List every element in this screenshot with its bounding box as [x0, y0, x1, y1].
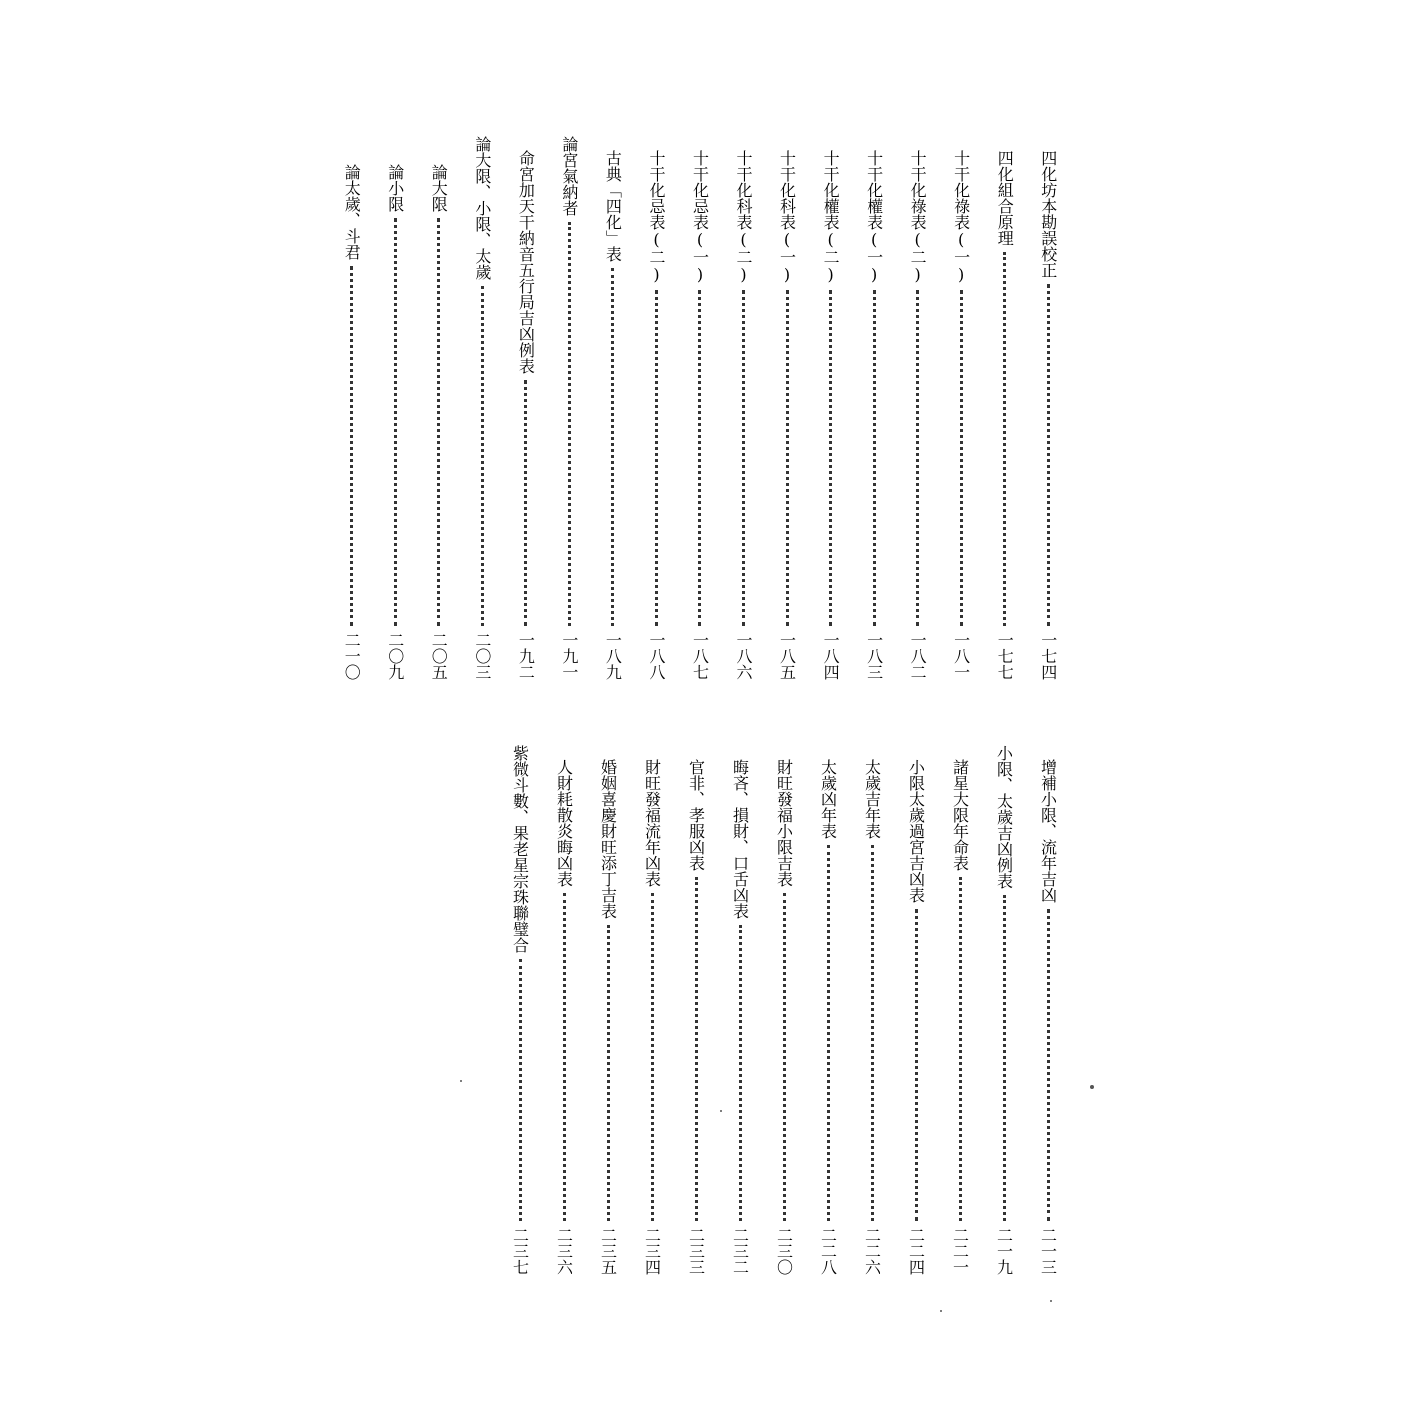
dot-leader — [786, 290, 789, 626]
toc-entry-page: 二三五 — [598, 1227, 618, 1275]
toc-entry-title: 官非、孝服凶表 — [686, 759, 706, 871]
dot-leader — [481, 286, 484, 626]
dot-leader — [695, 877, 698, 1221]
toc-entry — [1026, 150, 1070, 680]
toc-entry — [498, 745, 542, 1275]
dot-leader — [519, 959, 522, 1221]
toc-entry-page: 二三七 — [510, 1227, 530, 1275]
dot-leader — [655, 290, 658, 626]
dot-leader — [437, 218, 440, 626]
toc-entry — [939, 150, 983, 680]
toc-entry-page: 一八七 — [690, 632, 710, 680]
dot-leader — [827, 845, 830, 1221]
toc-entry-title: 小限、太歲吉凶例表 — [994, 745, 1014, 889]
dot-leader — [698, 290, 701, 626]
dot-leader — [1047, 909, 1050, 1221]
toc-entry-title: 十干化科表(一) — [777, 150, 797, 284]
toc-entry-page: 二二一 — [950, 1227, 970, 1275]
toc-entry-title: 十干化祿表(二) — [908, 150, 928, 284]
dot-leader — [959, 877, 962, 1221]
toc-entry — [718, 745, 762, 1275]
toc-entry-title: 十干化權表(一) — [864, 150, 884, 284]
dot-leader — [829, 290, 832, 626]
toc-entry-page: 一七七 — [995, 632, 1015, 680]
toc-entry — [762, 745, 806, 1275]
toc-entry-title: 財旺發福小限吉表 — [774, 759, 794, 887]
dot-leader — [960, 290, 963, 626]
toc-entry-page: 二一九 — [994, 1227, 1014, 1275]
toc-entry — [548, 136, 592, 680]
scan-speck — [940, 1310, 942, 1312]
toc-entry-title: 四化坊本勘誤校正 — [1038, 150, 1058, 278]
toc-entry-page: 二二四 — [906, 1227, 926, 1275]
toc-entry-title: 論大限 — [429, 164, 449, 212]
toc-entry-title: 古典「四化」表 — [603, 150, 623, 262]
toc-entry — [417, 150, 461, 680]
toc-entry-page: 一七四 — [1038, 632, 1058, 680]
toc-entry-title: 十干化忌表(一) — [690, 150, 710, 284]
toc-entry-title: 太歲凶年表 — [818, 759, 838, 839]
toc-entry-title: 命宮加天干納音五行局吉凶例表 — [516, 150, 536, 374]
toc-entry — [635, 150, 679, 680]
toc-entry-page: 一九一 — [559, 632, 579, 680]
toc-entry — [722, 150, 766, 680]
toc-entry — [852, 150, 896, 680]
toc-entry-title: 紫微斗數、果老星宗珠聯璧合 — [510, 745, 530, 953]
toc-entry-page: 一八九 — [603, 632, 623, 680]
dot-leader — [916, 290, 919, 626]
toc-entry — [938, 745, 982, 1275]
toc-entry — [896, 150, 940, 680]
dot-leader — [607, 925, 610, 1221]
toc-entry-title: 十干化祿表(一) — [951, 150, 971, 284]
toc-entry — [504, 150, 548, 680]
dot-leader — [742, 290, 745, 626]
toc-entry-title: 諸星大限年命表 — [950, 759, 970, 871]
toc-entry — [806, 745, 850, 1275]
toc-entry — [374, 150, 418, 680]
toc-entry-page: 二三二 — [730, 1227, 750, 1275]
dot-leader — [394, 218, 397, 626]
dot-leader — [611, 268, 614, 626]
dot-leader — [873, 290, 876, 626]
toc-entry-title: 論大限、小限、太歲 — [472, 136, 492, 280]
toc-entry-title: 十干化科表(二) — [734, 150, 754, 284]
scan-speck — [460, 1080, 462, 1082]
toc-entry — [983, 150, 1027, 680]
toc-entry — [809, 150, 853, 680]
toc-entry-title: 論小限 — [385, 164, 405, 212]
toc-entry — [461, 136, 505, 680]
toc-entry — [330, 150, 374, 680]
toc-entry — [850, 745, 894, 1275]
toc-entry-title: 十干化權表(二) — [821, 150, 841, 284]
dot-leader — [871, 845, 874, 1221]
toc-entry-title: 財旺發福流年凶表 — [642, 759, 662, 887]
toc-entry — [982, 745, 1026, 1275]
dot-leader — [568, 222, 571, 626]
toc-entry — [765, 150, 809, 680]
toc-entry-title: 晦吝、損財、口舌凶表 — [730, 759, 750, 919]
toc-lower-section — [330, 745, 1070, 1275]
toc-entry-page: 二三三 — [686, 1227, 706, 1275]
toc-entry-title: 十干化忌表(二) — [646, 150, 666, 284]
dot-leader — [524, 380, 527, 626]
toc-entry-title: 四化組合原理 — [995, 150, 1015, 246]
toc-entry-title: 小限太歲過宮吉凶表 — [906, 759, 926, 903]
toc-entry-page: 二一三 — [1038, 1227, 1058, 1275]
scan-speck — [1050, 1300, 1052, 1302]
toc-entry — [591, 150, 635, 680]
dot-leader — [739, 925, 742, 1221]
toc-entry — [586, 745, 630, 1275]
toc-entry — [542, 745, 586, 1275]
toc-entry-page: 二三六 — [554, 1227, 574, 1275]
toc-entry-page: 二〇三 — [472, 632, 492, 680]
toc-entry-title: 論太歲、斗君 — [342, 164, 362, 260]
dot-leader — [350, 266, 353, 626]
scan-speck — [1090, 1085, 1094, 1089]
toc-entry-page: 一八一 — [951, 632, 971, 680]
dot-leader — [783, 893, 786, 1221]
scan-speck — [720, 1110, 722, 1112]
dot-leader — [651, 893, 654, 1221]
dot-leader — [1003, 895, 1006, 1221]
toc-entry-page: 二一〇 — [342, 632, 362, 680]
toc-entry-page: 二三四 — [642, 1227, 662, 1275]
toc-entry-title: 增補小限、流年吉凶 — [1038, 759, 1058, 903]
toc-entry-page: 一八八 — [646, 632, 666, 680]
toc-entry-page: 一八五 — [777, 632, 797, 680]
toc-entry-title: 婚姻喜慶財旺添丁吉表 — [598, 759, 618, 919]
toc-entry-page: 二二八 — [818, 1227, 838, 1275]
toc-entry-page: 一八六 — [734, 632, 754, 680]
toc-entry-page: 二三〇 — [774, 1227, 794, 1275]
toc-entry — [894, 745, 938, 1275]
toc-entry-page: 二二六 — [862, 1227, 882, 1275]
toc-upper-section — [330, 136, 1070, 680]
dot-leader — [1047, 284, 1050, 626]
toc-entry — [630, 745, 674, 1275]
toc-entry-page: 一八四 — [821, 632, 841, 680]
toc-entry-page: 一九二 — [516, 632, 536, 680]
toc-entry-title: 人財耗散炎晦凶表 — [554, 759, 574, 887]
toc-entry-title: 論宮氣納者 — [559, 136, 579, 216]
toc-entry-page: 二〇九 — [385, 632, 405, 680]
dot-leader — [915, 909, 918, 1221]
toc-entry-title: 太歲吉年表 — [862, 759, 882, 839]
toc-entry — [674, 745, 718, 1275]
dot-leader — [1003, 252, 1006, 626]
toc-entry — [1026, 745, 1070, 1275]
toc-entry — [678, 150, 722, 680]
dot-leader — [563, 893, 566, 1221]
toc-entry-page: 一八三 — [864, 632, 884, 680]
toc-entry-page: 一八二 — [908, 632, 928, 680]
toc-entry-page: 二〇五 — [429, 632, 449, 680]
